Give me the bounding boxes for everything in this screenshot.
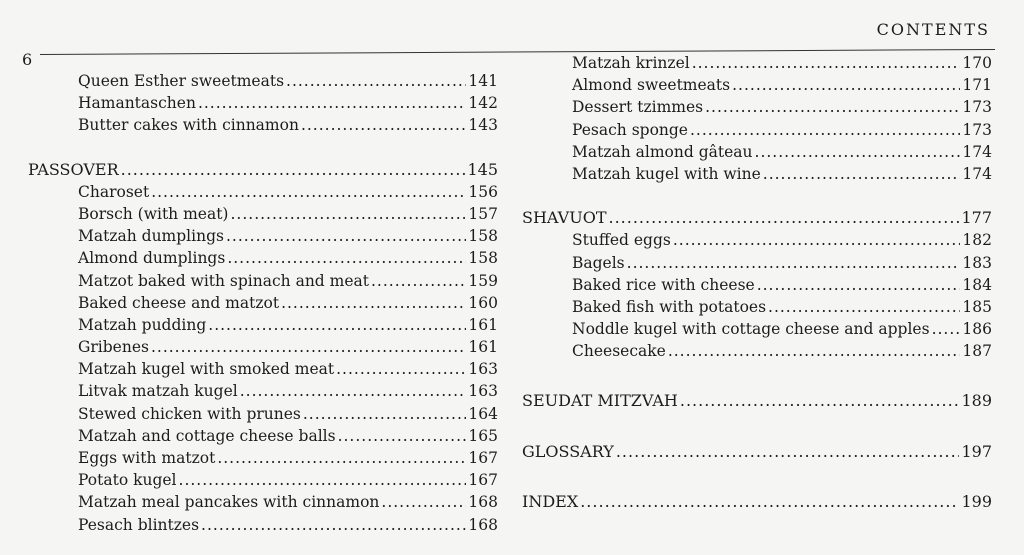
toc-entry: [522, 163, 992, 185]
entry-page: 186: [962, 320, 992, 339]
toc-entry: [28, 203, 498, 225]
section-page: 199: [961, 491, 992, 511]
leader-dots: [121, 159, 466, 181]
entry-title: Matzot baked with spinach and meat: [78, 271, 369, 290]
leader-dots: [932, 318, 961, 340]
leader-dots: [768, 296, 960, 318]
spacer: [522, 413, 992, 441]
leader-dots: [692, 52, 961, 74]
section-page: 197: [961, 441, 992, 461]
entry-title: Dessert tzimmes: [572, 98, 704, 117]
toc-entry: [28, 358, 498, 380]
leader-dots: [673, 229, 961, 251]
page-number: 6: [22, 50, 33, 69]
entry-page: 161: [468, 338, 498, 357]
toc-entry: [522, 252, 992, 274]
entry-title: Matzah krinzel: [572, 54, 690, 72]
left-column: [28, 70, 498, 536]
leader-dots: [151, 336, 466, 358]
leader-dots: [616, 441, 960, 463]
toc-entry: [522, 74, 992, 96]
leader-dots: [627, 252, 961, 274]
toc-entry: [522, 119, 992, 141]
toc-entry: [28, 270, 498, 292]
toc-entry: [28, 225, 498, 247]
entry-page: 156: [468, 182, 498, 201]
entry-title: Cheesecake: [572, 342, 666, 361]
entry-title: Charoset: [78, 182, 150, 201]
entry-title: Baked rice with cheese: [572, 275, 755, 294]
entry-title: Queen Esther sweetmeats: [78, 72, 285, 90]
entry-title: Matzah meal pancakes with cinnamon: [78, 493, 380, 512]
entry-page: 168: [468, 493, 498, 512]
leader-dots: [338, 425, 467, 447]
leader-dots: [151, 181, 466, 203]
section-title: GLOSSARY: [522, 441, 614, 461]
entry-title: Matzah kugel with wine: [572, 164, 761, 183]
toc-entry: [28, 314, 498, 336]
entry-title: Baked cheese and matzot: [78, 293, 280, 312]
toc-entry: [522, 96, 992, 118]
entry-page: 158: [468, 227, 498, 246]
entry-page: 167: [468, 471, 498, 490]
leader-dots: [755, 141, 961, 163]
toc-entry: [28, 380, 498, 402]
leader-dots: [371, 270, 466, 292]
entry-page: 184: [962, 275, 992, 294]
entry-title: Almond sweetmeats: [572, 76, 731, 95]
toc-entry: [522, 296, 992, 318]
leader-dots: [198, 92, 466, 114]
right-column: [522, 52, 992, 513]
section-page: 145: [467, 159, 498, 179]
entry-title: Baked fish with potatoes: [572, 297, 767, 316]
entry-title: Butter cakes with cinnamon: [78, 116, 299, 135]
toc-entry: [28, 336, 498, 358]
leader-dots: [757, 274, 961, 296]
toc-entry: [28, 247, 498, 269]
entry-title: Matzah pudding: [78, 315, 207, 334]
spacer: [28, 137, 498, 159]
leader-dots: [301, 114, 466, 136]
toc-entry: [522, 141, 992, 163]
leader-dots: [201, 514, 466, 536]
entry-page: 174: [962, 142, 992, 161]
leader-dots: [609, 207, 960, 229]
entry-title: Stuffed eggs: [572, 231, 671, 250]
entry-page: 163: [468, 360, 498, 379]
leader-dots: [240, 380, 467, 402]
section-seudat-mitzvah: [522, 390, 992, 412]
leader-dots: [208, 314, 466, 336]
entry-page: 167: [468, 449, 498, 467]
toc-entry: [28, 114, 498, 136]
leader-dots: [690, 119, 960, 141]
leader-dots: [230, 203, 466, 225]
entry-title: Gribenes: [78, 338, 149, 357]
section-title: PASSOVER: [28, 159, 119, 179]
toc-entry: [28, 469, 498, 491]
leader-dots: [217, 447, 466, 469]
spacer: [522, 185, 992, 207]
leader-dots: [381, 491, 466, 513]
entry-title: Matzah kugel with smoked meat: [78, 360, 335, 379]
toc-entry: [522, 274, 992, 296]
toc-entry: [522, 340, 992, 362]
leader-dots: [226, 225, 466, 247]
leader-dots: [336, 358, 466, 380]
spacer: [522, 362, 992, 390]
toc-entry: [28, 292, 498, 314]
leader-dots: [732, 74, 960, 96]
entry-title: Matzah dumplings: [78, 227, 224, 246]
toc-entry: [28, 403, 498, 425]
entry-page: 183: [962, 253, 992, 272]
leader-dots: [281, 292, 466, 314]
leader-dots: [763, 163, 961, 185]
leader-dots: [303, 403, 467, 425]
section-glossary: [522, 441, 992, 463]
entry-page: 187: [962, 342, 992, 361]
entry-title: Eggs with matzot: [78, 449, 216, 467]
toc-entry: [28, 181, 498, 203]
entry-title: Almond dumplings: [78, 249, 226, 268]
spacer: [522, 463, 992, 491]
entry-page: 158: [468, 249, 498, 268]
entry-page: 161: [468, 315, 498, 334]
entry-page: 168: [468, 515, 498, 534]
toc-entry: [28, 447, 498, 469]
entry-page: 173: [962, 98, 992, 117]
entry-page: 165: [468, 426, 498, 445]
leader-dots: [705, 96, 960, 118]
entry-page: 174: [962, 164, 992, 183]
toc-entry: [522, 229, 992, 251]
entry-title: Hamantaschen: [78, 94, 196, 113]
entry-title: Stewed chicken with prunes: [78, 404, 301, 423]
leader-dots: [286, 70, 466, 92]
entry-title: Noddle kugel with cottage cheese and apples: [572, 320, 930, 339]
toc-entry: [28, 70, 498, 92]
leader-dots: [668, 340, 961, 362]
toc-entry: [28, 425, 498, 447]
toc-entry: [28, 491, 498, 513]
entry-page: 164: [468, 404, 498, 423]
section-title: SEUDAT MITZVAH: [522, 391, 678, 411]
entry-title: Bagels: [572, 253, 625, 272]
section-shavuot: [522, 207, 992, 229]
entry-page: 185: [962, 297, 992, 316]
section-passover: [28, 159, 498, 181]
entry-title: Matzah and cottage cheese balls: [78, 426, 336, 445]
running-head: CONTENTS: [876, 20, 990, 39]
toc-entry: [28, 514, 498, 536]
entry-page: 143: [468, 116, 498, 135]
section-title: INDEX: [522, 491, 579, 511]
entry-title: Potato kugel: [78, 471, 177, 490]
entry-page: 163: [468, 382, 498, 401]
entry-title: Litvak matzah kugel: [78, 382, 238, 401]
entry-page: 171: [962, 76, 992, 95]
entry-page: 160: [468, 293, 498, 312]
entry-page: 142: [468, 94, 498, 113]
toc-entry: [522, 318, 992, 340]
entry-page: 159: [468, 271, 498, 290]
toc-entry: [522, 52, 992, 74]
entry-title: Borsch (with meat): [78, 204, 229, 223]
leader-dots: [227, 247, 466, 269]
entry-page: 157: [468, 204, 498, 223]
leader-dots: [580, 491, 959, 513]
section-page: 177: [961, 208, 992, 228]
section-title: SHAVUOT: [522, 208, 607, 228]
toc-entry: [28, 92, 498, 114]
entry-page: 141: [468, 72, 498, 90]
entry-page: 182: [962, 231, 992, 250]
leader-dots: [680, 390, 960, 412]
entry-title: Pesach blintzes: [78, 515, 200, 534]
section-index: [522, 491, 992, 513]
entry-page: 173: [962, 120, 992, 139]
leader-dots: [179, 469, 467, 491]
entry-page: 170: [962, 54, 992, 72]
entry-title: Pesach sponge: [572, 120, 688, 139]
entry-title: Matzah almond gâteau: [572, 142, 753, 161]
section-page: 189: [961, 391, 992, 411]
